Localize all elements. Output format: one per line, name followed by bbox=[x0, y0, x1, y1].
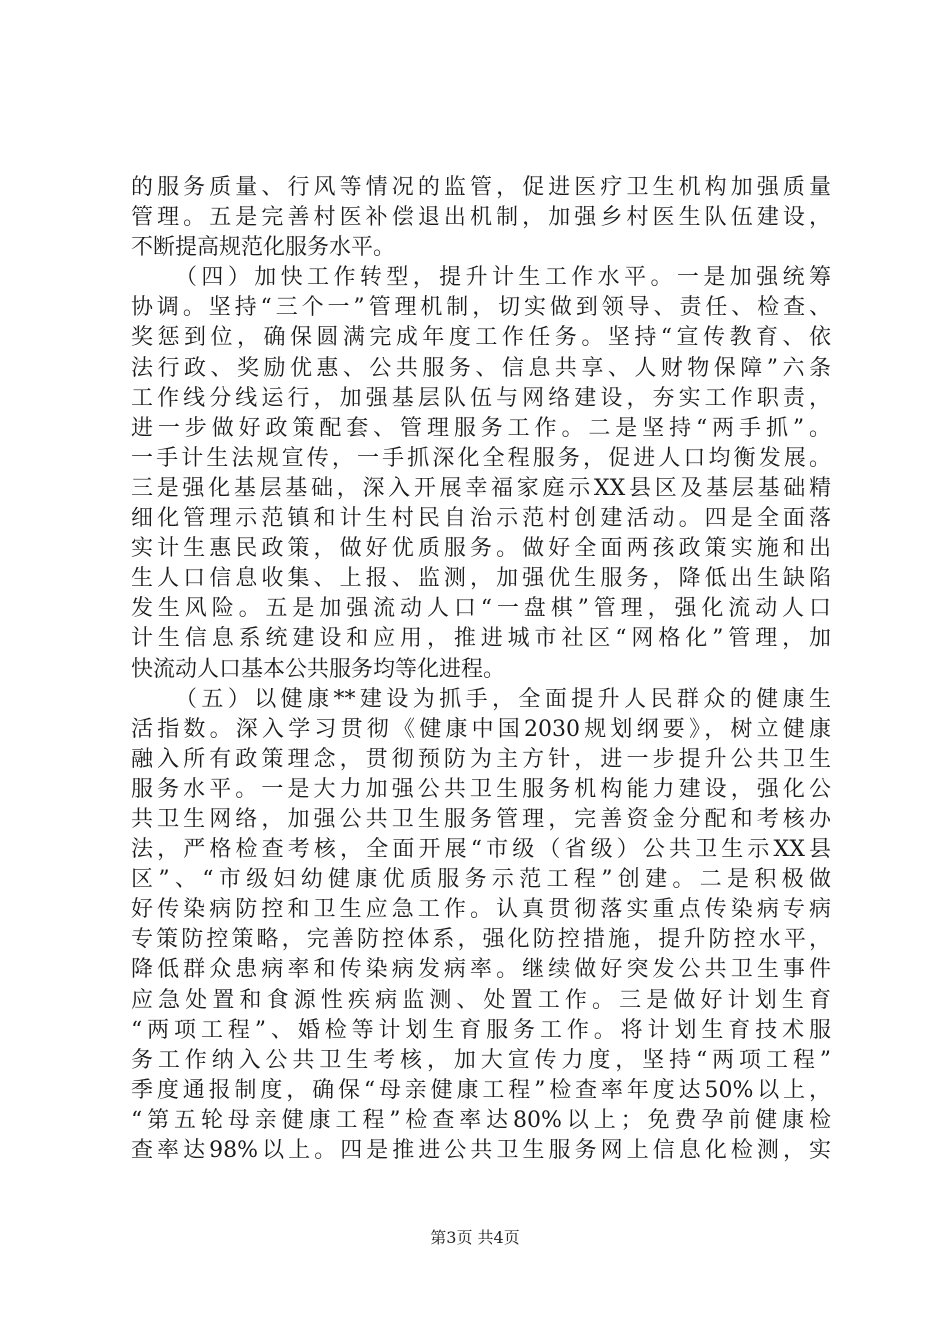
text-line: 生人口信息收集、上报、监测，加强优生服务，降低出生缺陷 bbox=[131, 566, 831, 592]
text-line: 管理。五是完善村医补偿退出机制，加强乡村医生队伍建设， bbox=[131, 205, 831, 231]
text-line: 专策防控策略，完善防控体系，强化防控措施，提升防控水平， bbox=[131, 927, 831, 953]
text-line: 服务水平。一是大力加强公共卫生服务机构能力建设，强化公 bbox=[131, 776, 831, 802]
text-line: 发生风险。五是加强流动人口“一盘棋”管理，强化流动人口 bbox=[131, 596, 831, 622]
text-line: 进一步做好政策配套、管理服务工作。二是坚持“两手抓”。 bbox=[131, 415, 831, 441]
text-line: 协调。坚持“三个一”管理机制，切实做到领导、责任、检查、 bbox=[131, 295, 831, 321]
text-line: 法行政、奖励优惠、公共服务、信息共享、人财物保障”六条 bbox=[131, 355, 831, 381]
text-line: 细化管理示范镇和计生村民自治示范村创建活动。四是全面落 bbox=[131, 506, 831, 532]
text-line: “第五轮母亲健康工程”检查率达80%以上；免费孕前健康检 bbox=[131, 1107, 831, 1133]
text-line: 查率达98%以上。四是推进公共卫生服务网上信息化检测，实 bbox=[131, 1138, 831, 1163]
text-line: 活指数。深入学习贯彻《健康中国2030规划纲要》，树立健康 bbox=[131, 716, 831, 742]
text-line: 工作线分线运行，加强基层队伍与网络建设，夯实工作职责， bbox=[131, 385, 831, 411]
text-line: “两项工程”、婚检等计划生育服务工作。将计划生育技术服 bbox=[131, 1017, 831, 1043]
text-line: 三是强化基层基础，深入开展幸福家庭示XX县区及基层基础精 bbox=[131, 475, 831, 501]
text-line: 实计生惠民政策，做好优质服务。做好全面两孩政策实施和出 bbox=[131, 536, 831, 562]
text-line: 快流动人口基本公共服务均等化进程。 bbox=[131, 656, 506, 682]
text-line: 不断提高规范化服务水平。 bbox=[131, 235, 396, 261]
text-line: （四）加快工作转型，提升计生工作水平。一是加强统筹 bbox=[175, 265, 831, 291]
text-line: 奖惩到位，确保圆满完成年度工作任务。坚持“宣传教育、依 bbox=[131, 325, 831, 351]
text-line: 融入所有政策理念，贯彻预防为主方针，进一步提升公共卫生 bbox=[131, 746, 831, 772]
document-body bbox=[131, 173, 831, 1166]
text-line: 法，严格检查考核，全面开展“市级（省级）公共卫生示XX县 bbox=[131, 837, 831, 863]
text-line: 计生信息系统建设和应用，推进城市社区“网格化”管理，加 bbox=[131, 626, 831, 652]
text-line: 降低群众患病率和传染病发病率。继续做好突发公共卫生事件 bbox=[131, 957, 831, 983]
page-footer: 第3页 共4页 bbox=[430, 1228, 520, 1247]
text-line: 季度通报制度，确保“母亲健康工程”检查率年度达50%以上， bbox=[131, 1077, 831, 1103]
text-line: 共卫生网络，加强公共卫生服务管理，完善资金分配和考核办 bbox=[131, 806, 831, 832]
text-line: 务工作纳入公共卫生考核，加大宣传力度，坚持“两项工程” bbox=[131, 1047, 831, 1073]
text-line: 好传染病防控和卫生应急工作。认真贯彻落实重点传染病专病 bbox=[131, 897, 831, 923]
text-line: 应急处置和食源性疾病监测、处置工作。三是做好计划生育 bbox=[131, 987, 831, 1013]
text-line: 一手计生法规宣传，一手抓深化全程服务，促进人口均衡发展。 bbox=[131, 445, 831, 471]
text-line: 的服务质量、行风等情况的监管，促进医疗卫生机构加强质量 bbox=[131, 175, 831, 200]
text-line: （五）以健康**建设为抓手，全面提升人民群众的健康生 bbox=[175, 686, 831, 712]
text-line: 区”、“市级妇幼健康优质服务示范工程”创建。二是积极做 bbox=[131, 867, 831, 893]
